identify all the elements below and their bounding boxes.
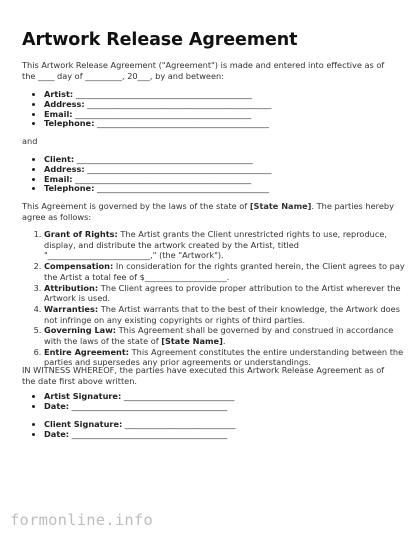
state-name-placeholder: [State Name] <box>249 201 312 211</box>
client-address-field[interactable]: • Address: _____________________________________________ <box>44 165 272 175</box>
artist-telephone-field[interactable]: • Telephone: __________________________________________ <box>44 119 272 129</box>
artist-signature-block <box>31 392 234 412</box>
witness-paragraph: IN WITNESS WHEREOF, the parties have executed this Artwork Release Agreement as of the date first above written. <box>22 365 385 387</box>
and-text: and <box>22 136 38 146</box>
terms-list <box>31 229 406 368</box>
intro-paragraph: This Artwork Release Agreement ("Agreement") is made and entered into effective as of the ____ day of _________, 20___, by and between: <box>22 60 385 82</box>
governing-paragraph: This Agreement is governed by the laws of the state of [State Name]. The parties hereby agree as follows: <box>22 201 394 223</box>
artist-email-field[interactable]: • Email: ___________________________________________ <box>44 110 272 120</box>
client-email-field[interactable]: • Email: ___________________________________________ <box>44 175 272 185</box>
client-telephone-field[interactable]: • Telephone: __________________________________________ <box>44 184 272 194</box>
term-grant-of-rights: 1. Grant of Rights: The Artist grants the Client unrestricted rights to use, reproduce, display, and distribute the artwork created by the Artist, titled "_________________________," (the "Artwork"). <box>44 229 406 261</box>
artist-name-field[interactable]: • Artist: ___________________________________________ <box>44 90 272 100</box>
term-entire-agreement: 6. Entire Agreement: This Agreement constitutes the entire understanding between the parties and supersedes any prior agreements or understandings. <box>44 347 406 368</box>
site-watermark: formonline.info <box>10 511 153 529</box>
artist-fields-list <box>31 90 272 129</box>
term-attribution: 3. Attribution: The Client agrees to provide proper attribution to the Artist wherever the Artwork is used. <box>44 283 406 304</box>
client-date-field[interactable]: • Date: ______________________________________ <box>44 430 235 440</box>
term-compensation: 2. Compensation: In consideration for the rights granted herein, the Client agrees to pay the Artist a total fee of $____________________. <box>44 261 406 282</box>
artist-signature-field[interactable]: • Artist Signature: ___________________________ <box>44 392 234 402</box>
client-signature-field[interactable]: • Client Signature: ___________________________ <box>44 420 235 430</box>
document-title: Artwork Release Agreement <box>22 30 298 50</box>
artist-date-field[interactable]: • Date: ______________________________________ <box>44 402 234 412</box>
client-signature-block <box>31 420 235 440</box>
artist-address-field[interactable]: • Address: _____________________________________________ <box>44 100 272 110</box>
client-fields-list <box>31 155 272 194</box>
client-name-field[interactable]: • Client: ___________________________________________ <box>44 155 272 165</box>
term-governing-law: 5. Governing Law: This Agreement shall be governed by and construed in accordance with the laws of the state of [State Name]. <box>44 325 406 346</box>
term-warranties: 4. Warranties: The Artist warrants that to the best of their knowledge, the Artwork does not infringe on any existing copyrights or rights of third parties. <box>44 304 406 325</box>
